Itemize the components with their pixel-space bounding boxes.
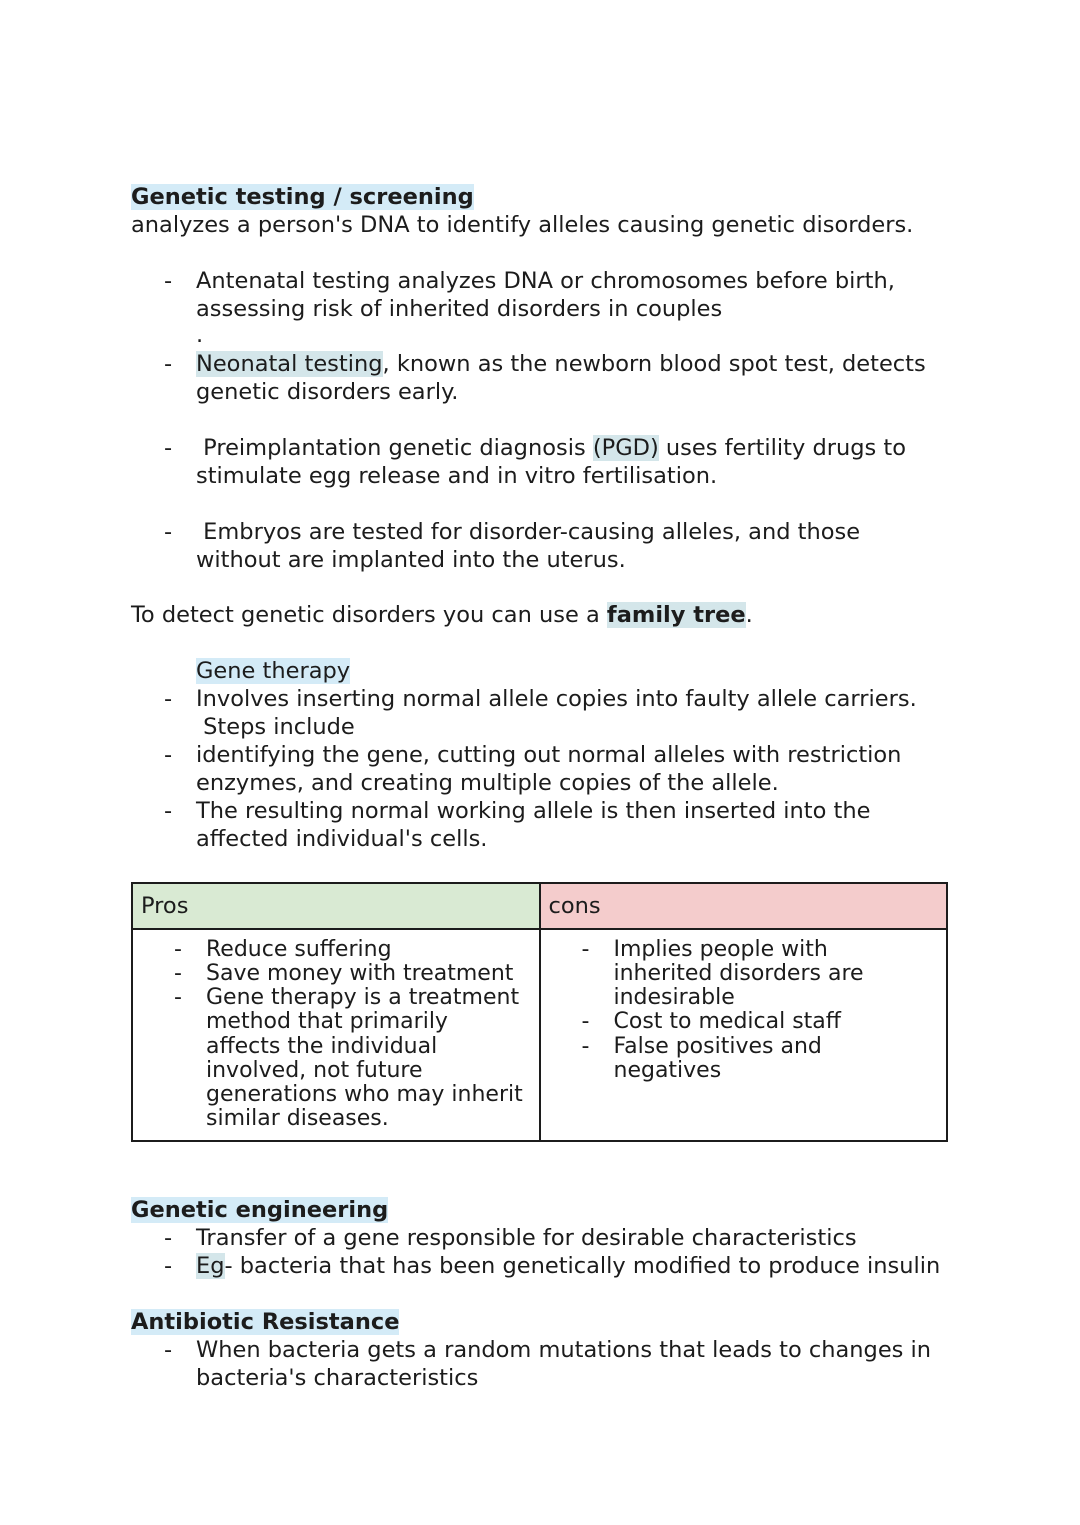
highlight: Neonatal testing <box>196 351 383 377</box>
highlight: (PGD) <box>592 435 659 461</box>
heading-genetic-engineering: Genetic engineering <box>131 1197 389 1223</box>
heading-antibiotic-resistance: Antibiotic Resistance <box>131 1309 400 1335</box>
pros-cons-table <box>131 882 948 1142</box>
pros-header: Pros <box>132 883 540 929</box>
heading-gene-therapy: Gene therapy <box>196 658 351 684</box>
pros-cell: - Reduce suffering - Save money with treatment - Gene therapy is a treatment method that primarily affects the individual involved, not future generations who may inherit similar diseases. <box>132 929 540 1141</box>
family-tree-text: To detect genetic disorders you can use a family tree. <box>131 602 753 628</box>
intro-text: analyzes a person's DNA to identify alleles causing genetic disorders. <box>131 212 914 238</box>
cons-cell: - Implies people with inherited disorders are indesirable - Cost to medical staff - False positives and negatives <box>540 929 948 1141</box>
heading-genetic-testing: Genetic testing / screening <box>131 184 474 210</box>
cons-header: cons <box>540 883 948 929</box>
